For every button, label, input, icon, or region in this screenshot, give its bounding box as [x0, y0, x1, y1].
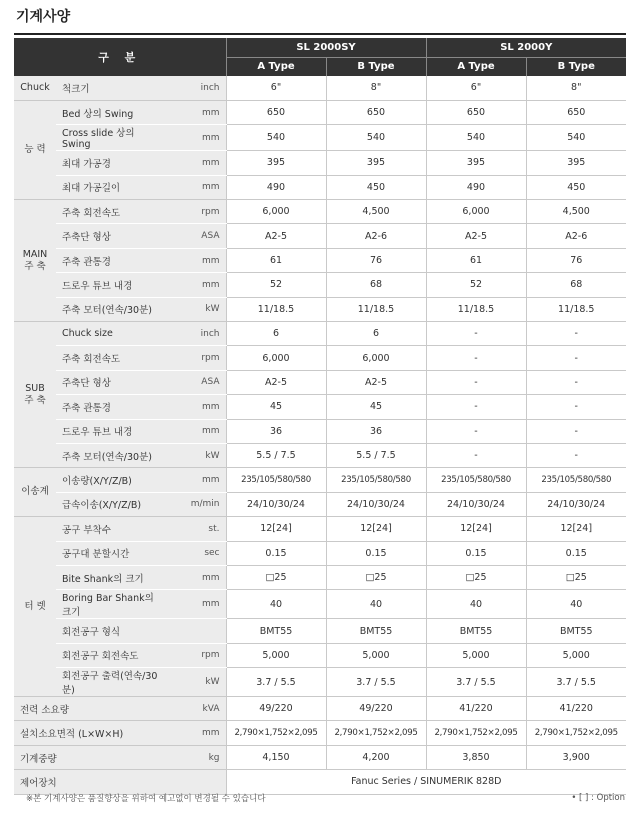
spec-value: 395: [426, 151, 526, 175]
spec-unit: mm: [164, 565, 226, 589]
spec-item-label: 주축단 형상: [56, 370, 164, 394]
spec-unit: kg: [164, 745, 226, 769]
spec-value: 24/10/30/24: [426, 492, 526, 516]
spec-item-label: 회전공구 출력(연속/30분): [56, 668, 164, 697]
spec-value: 3.7 / 5.5: [426, 668, 526, 697]
spec-item-label: 주축 관통경: [56, 395, 164, 419]
spec-item-label: 최대 가공경: [56, 151, 164, 175]
spec-value: 6: [226, 322, 326, 346]
spec-item-label: 설치소요면적 (L×W×H): [14, 721, 164, 745]
spec-item-label: 주축단 형상: [56, 224, 164, 248]
table-row: [14, 590, 626, 619]
spec-value: 0.15: [226, 541, 326, 565]
spec-value: 45: [326, 395, 426, 419]
spec-value: 4,150: [226, 745, 326, 769]
spec-value: -: [526, 322, 626, 346]
table-row: [14, 395, 626, 419]
spec-unit: mm: [164, 175, 226, 199]
spec-item-label: 주축 회전속도: [56, 346, 164, 370]
table-row: [14, 76, 626, 100]
spec-value: 235/105/580/580: [226, 468, 326, 492]
spec-item-label: 이송량(X/Y/Z/B): [56, 468, 164, 492]
table-row: [14, 419, 626, 443]
spec-value: -: [526, 346, 626, 370]
spec-value: 650: [226, 100, 326, 124]
spec-value: 24/10/30/24: [226, 492, 326, 516]
spec-value: 76: [526, 248, 626, 272]
spec-value: 40: [326, 590, 426, 619]
spec-value: 6: [326, 322, 426, 346]
table-row: [14, 517, 626, 541]
spec-item-label: 회전공구 회전속도: [56, 643, 164, 667]
spec-value: 8": [326, 76, 426, 100]
spec-value: 11/18.5: [426, 297, 526, 321]
spec-unit: sec: [164, 541, 226, 565]
spec-unit: kW: [164, 668, 226, 697]
spec-unit: inch: [164, 322, 226, 346]
spec-unit: rpm: [164, 346, 226, 370]
group-label: [14, 517, 56, 697]
spec-value: BMT55: [426, 619, 526, 643]
spec-value: 450: [526, 175, 626, 199]
spec-value: 0.15: [526, 541, 626, 565]
group-label: [14, 100, 56, 199]
spec-value: □25: [326, 565, 426, 589]
spec-value: 40: [226, 590, 326, 619]
spec-item-label: 전력 소요량: [14, 697, 164, 721]
spec-value: 650: [326, 100, 426, 124]
spec-value: 490: [226, 175, 326, 199]
spec-item-label: 주축 모터(연속/30분): [56, 443, 164, 467]
spec-value: 8": [526, 76, 626, 100]
table-row: [14, 370, 626, 394]
spec-unit: kW: [164, 297, 226, 321]
table-row: [14, 541, 626, 565]
group-label: [14, 322, 56, 468]
spec-value: 24/10/30/24: [326, 492, 426, 516]
spec-value: BMT55: [526, 619, 626, 643]
table-row: [14, 745, 626, 769]
spec-value: 12[24]: [526, 517, 626, 541]
table-row: [14, 224, 626, 248]
table-row: [14, 697, 626, 721]
spec-unit: m/min: [164, 492, 226, 516]
spec-value: 11/18.5: [526, 297, 626, 321]
table-row: [14, 346, 626, 370]
header-category: 구 분: [14, 38, 226, 76]
table-row: [14, 322, 626, 346]
spec-item-label: 제어장치: [14, 770, 226, 794]
spec-value: 40: [526, 590, 626, 619]
spec-value: 40: [426, 590, 526, 619]
spec-value: BMT55: [226, 619, 326, 643]
spec-value: A2-5: [326, 370, 426, 394]
spec-value: 490: [426, 175, 526, 199]
table-row: [14, 443, 626, 467]
table-row: [14, 125, 626, 151]
spec-item-label: 드로우 튜브 내경: [56, 419, 164, 443]
spec-value: 6,000: [226, 200, 326, 224]
page-title: 기계사양: [16, 9, 71, 25]
spec-value: 2,790×1,752×2,095: [426, 721, 526, 745]
header-model-sl2000sy: SL 2000SY: [226, 38, 426, 57]
spec-value: -: [426, 395, 526, 419]
table-row: [14, 200, 626, 224]
spec-value: 395: [226, 151, 326, 175]
table-row: [14, 468, 626, 492]
spec-item-label: 주축 관통경: [56, 248, 164, 272]
control-value: Fanuc Series / SINUMERIK 828D: [226, 770, 626, 794]
spec-unit: mm: [164, 248, 226, 272]
spec-item-label: Bite Shank의 크기: [56, 565, 164, 589]
spec-unit: mm: [164, 125, 226, 151]
spec-value: A2-5: [226, 370, 326, 394]
spec-item-label: 공구대 분할시간: [56, 541, 164, 565]
spec-value: 3,850: [426, 745, 526, 769]
table-row: [14, 770, 626, 794]
spec-value: 2,790×1,752×2,095: [526, 721, 626, 745]
spec-unit: mm: [164, 419, 226, 443]
spec-value: -: [526, 419, 626, 443]
spec-value: 5,000: [426, 643, 526, 667]
spec-unit: mm: [164, 151, 226, 175]
spec-item-label: 드로우 튜브 내경: [56, 273, 164, 297]
spec-value: 3.7 / 5.5: [526, 668, 626, 697]
spec-value: -: [426, 443, 526, 467]
spec-value: -: [526, 370, 626, 394]
spec-value: 6,000: [326, 346, 426, 370]
spec-unit: kW: [164, 443, 226, 467]
spec-unit: [164, 619, 226, 643]
spec-value: 395: [326, 151, 426, 175]
spec-item-label: 공구 부착수: [56, 517, 164, 541]
spec-unit: st.: [164, 517, 226, 541]
spec-value: 36: [326, 419, 426, 443]
spec-unit: kVA: [164, 697, 226, 721]
spec-unit: mm: [164, 100, 226, 124]
spec-item-label: 기계중량: [14, 745, 164, 769]
spec-unit: rpm: [164, 643, 226, 667]
spec-value: 235/105/580/580: [426, 468, 526, 492]
table-row: [14, 721, 626, 745]
spec-value: 395: [526, 151, 626, 175]
spec-value: 235/105/580/580: [326, 468, 426, 492]
table-row: [14, 248, 626, 272]
spec-item-label: 회전공구 형식: [56, 619, 164, 643]
table-row: [14, 151, 626, 175]
group-label: [14, 76, 56, 100]
spec-value: BMT55: [326, 619, 426, 643]
spec-value: 5,000: [526, 643, 626, 667]
spec-value: 11/18.5: [226, 297, 326, 321]
spec-value: -: [526, 395, 626, 419]
spec-value: 5.5 / 7.5: [326, 443, 426, 467]
spec-value: 61: [226, 248, 326, 272]
spec-value: 540: [226, 125, 326, 151]
group-label-line: 능 력: [24, 143, 46, 155]
table-row: [14, 643, 626, 667]
group-label-line: 주 축: [24, 260, 46, 272]
header-model-sl2000y: SL 2000Y: [426, 38, 626, 57]
spec-item-label: Bed 상의 Swing: [56, 100, 164, 124]
spec-value: 540: [526, 125, 626, 151]
spec-value: -: [426, 346, 526, 370]
spec-value: 11/18.5: [326, 297, 426, 321]
spec-value: 52: [426, 273, 526, 297]
group-label-line: Chuck: [20, 81, 50, 93]
spec-unit: inch: [164, 76, 226, 100]
group-label-line: 이송계: [21, 486, 49, 498]
option-legend: • [ ] : Option: [571, 793, 625, 803]
spec-item-label: Cross slide 상의 Swing: [56, 125, 164, 151]
spec-unit: rpm: [164, 200, 226, 224]
spec-value: 0.15: [326, 541, 426, 565]
group-label-line: 터 렛: [24, 600, 46, 612]
spec-item-label: Chuck size: [56, 322, 164, 346]
spec-value: -: [426, 322, 526, 346]
spec-value: A2-5: [226, 224, 326, 248]
spec-unit: ASA: [164, 224, 226, 248]
spec-value: 4,500: [326, 200, 426, 224]
spec-value: 36: [226, 419, 326, 443]
spec-value: 41/220: [526, 697, 626, 721]
spec-value: 540: [426, 125, 526, 151]
table-row: [14, 668, 626, 697]
header-type: B Type: [526, 57, 626, 76]
spec-value: 12[24]: [226, 517, 326, 541]
spec-value: □25: [526, 565, 626, 589]
title-divider: [14, 33, 626, 35]
spec-item-label: 주축 회전속도: [56, 200, 164, 224]
spec-value: 49/220: [226, 697, 326, 721]
spec-value: 68: [326, 273, 426, 297]
group-label-line: MAIN: [22, 248, 48, 260]
spec-unit: ASA: [164, 370, 226, 394]
spec-unit: mm: [164, 721, 226, 745]
spec-value: 450: [326, 175, 426, 199]
spec-value: 2,790×1,752×2,095: [226, 721, 326, 745]
spec-value: A2-5: [426, 224, 526, 248]
spec-value: 5,000: [226, 643, 326, 667]
spec-value: 0.15: [426, 541, 526, 565]
spec-value: 235/105/580/580: [526, 468, 626, 492]
spec-value: 4,500: [526, 200, 626, 224]
spec-value: 6": [226, 76, 326, 100]
header-type: A Type: [226, 57, 326, 76]
spec-unit: mm: [164, 395, 226, 419]
spec-value: 3,900: [526, 745, 626, 769]
spec-value: -: [426, 419, 526, 443]
spec-value: 6,000: [226, 346, 326, 370]
spec-item-label: Boring Bar Shank의 크기: [56, 590, 164, 619]
spec-value: 6,000: [426, 200, 526, 224]
spec-item-label: 척크기: [56, 76, 164, 100]
group-label: [14, 468, 56, 517]
spec-value: 540: [326, 125, 426, 151]
group-label-line: SUB: [25, 382, 45, 394]
table-row: [14, 297, 626, 321]
spec-table: [14, 38, 626, 795]
spec-value: 61: [426, 248, 526, 272]
table-row: [14, 175, 626, 199]
spec-value: 5.5 / 7.5: [226, 443, 326, 467]
spec-value: □25: [226, 565, 326, 589]
spec-value: □25: [426, 565, 526, 589]
spec-value: 650: [426, 100, 526, 124]
group-label-line: 주 축: [24, 394, 46, 406]
spec-value: 12[24]: [326, 517, 426, 541]
spec-value: -: [526, 443, 626, 467]
spec-value: 45: [226, 395, 326, 419]
spec-value: 24/10/30/24: [526, 492, 626, 516]
spec-item-label: 최대 가공길이: [56, 175, 164, 199]
spec-value: 76: [326, 248, 426, 272]
spec-value: 49/220: [326, 697, 426, 721]
spec-unit: mm: [164, 468, 226, 492]
spec-value: 5,000: [326, 643, 426, 667]
spec-value: 3.7 / 5.5: [226, 668, 326, 697]
spec-value: 6": [426, 76, 526, 100]
table-row: [14, 273, 626, 297]
table-row: [14, 492, 626, 516]
table-row: [14, 565, 626, 589]
spec-value: 41/220: [426, 697, 526, 721]
spec-value: 2,790×1,752×2,095: [326, 721, 426, 745]
spec-value: 4,200: [326, 745, 426, 769]
spec-value: 3.7 / 5.5: [326, 668, 426, 697]
spec-value: 650: [526, 100, 626, 124]
spec-value: 52: [226, 273, 326, 297]
group-label: [14, 200, 56, 322]
spec-value: 12[24]: [426, 517, 526, 541]
spec-value: 68: [526, 273, 626, 297]
spec-item-label: 주축 모터(연속/30분): [56, 297, 164, 321]
spec-value: A2-6: [526, 224, 626, 248]
spec-value: -: [426, 370, 526, 394]
spec-item-label: 급속이송(X/Y/Z/B): [56, 492, 164, 516]
header-type: B Type: [326, 57, 426, 76]
spec-unit: mm: [164, 590, 226, 619]
spec-value: A2-6: [326, 224, 426, 248]
header-type: A Type: [426, 57, 526, 76]
table-row: [14, 619, 626, 643]
footnote: ※본 기계사양은 품질향상을 위하여 예고없이 변경될 수 있습니다: [26, 794, 266, 804]
spec-unit: mm: [164, 273, 226, 297]
table-row: [14, 100, 626, 124]
